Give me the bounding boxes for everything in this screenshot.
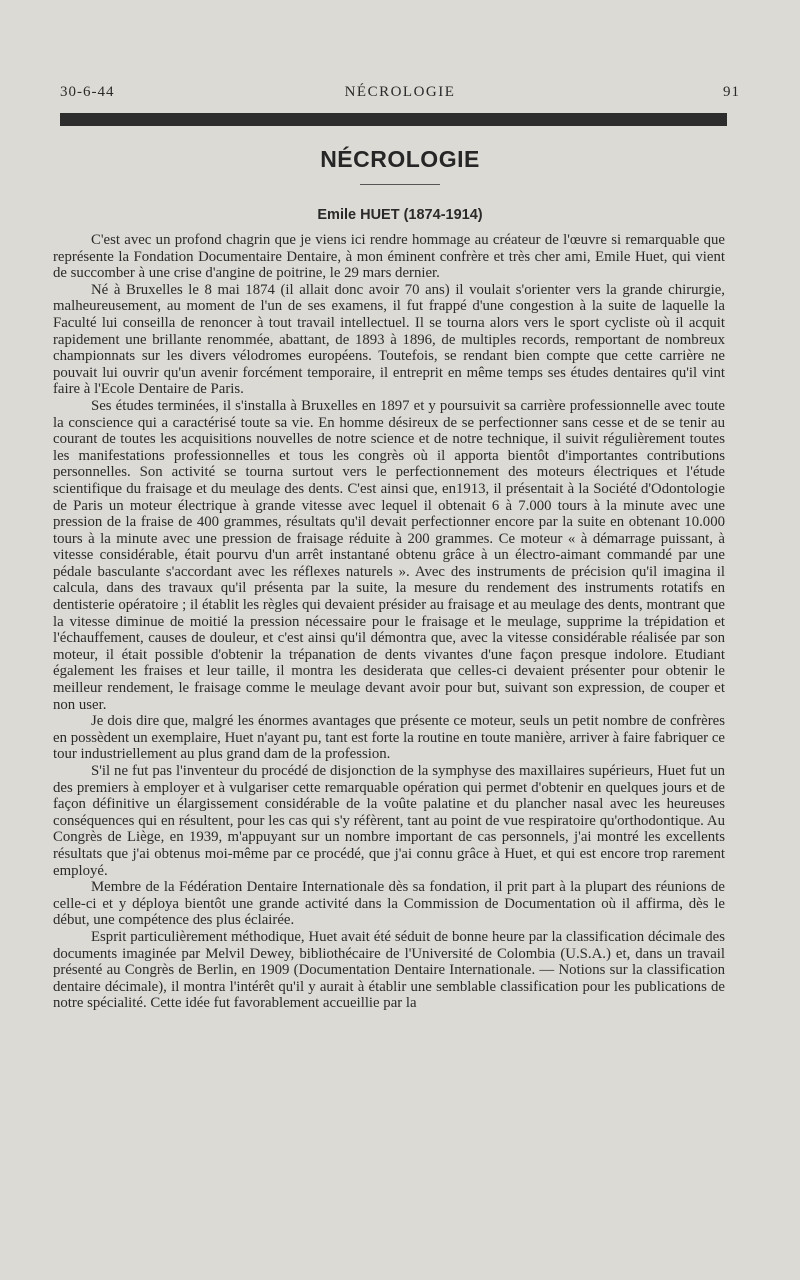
paragraph: Esprit particulièrement méthodique, Huet avait été séduit de bonne heure par la classification décimale des documents imaginée par Melvil Dewey, bibliothécaire de l'Université de Colombia (U.S.A.) et, dans un travail présenté au Congrès de Berlin, en 1909 (Documentation Dentaire Internationale. — Notions sur la classification dentaire décimale), il montra l'intérêt qu'il y aurait à établir une semblable classification pour les publications de notre spécialité. Cette idée fut favorablement accueillie par la	[53, 928, 725, 1012]
running-header	[60, 84, 740, 104]
paragraph: Ses études terminées, il s'installa à Bruxelles en 1897 et y poursuivit sa carrière professionnelle avec toute la conscience qui a caractérisé toute sa vie. En homme désireux de se perfectionner sans cesse et de se tenir au courant de toutes les acquisitions nouvelles de notre science et de notre technique, il suivit régulièrement toutes les manifestations professionnelles et tous les congrès où il apporta bientôt d'importantes contributions personnelles. Son activité se tourna surtout vers le perfectionnement des moteurs électriques et l'étude scientifique du fraisage et du meulage des dents. C'est ainsi que, en1913, il présentait à la Société d'Odontologie de Paris un moteur électrique à grande vitesse avec lequel il obtenait 6 à 7.000 tours à la minute avec une pression de la fraise de 400 grammes, résultats qu'il devait perfectionner encore par la suite en obtenant 10.000 tours à la minute avec une pression de fraisage réduite à 200 grammes. Ce moteur « à démarrage puissant, à vitesse considérable, était pourvu d'un arrêt instantané obtenu grâce à un électro-aimant commandé par une pédale basculante s'accordant avec les réflexes naturels ». Avec des instruments de précision qu'il imagina il calcula, dans des travaux qu'il présenta par la suite, la mesure du rendement des instruments rotatifs en dentisterie opératoire ; il établit les règles qui devaient présider au fraisage et au meulage des dents, montrant que la vitesse diminue de moitié la pression nécessaire pour le fraisage et le meulage, supprime la trépidation et l'échauffement, causes de douleur, et c'est ainsi qu'il démontra que, avec la vitesse considérable réalisée par son moteur, il était possible d'obtenir la trépanation de dents vivantes d'une façon presque indolore. Etudiant également les fraises et leur taille, il montra les desiderata que celles-ci devaient présenter pour obtenir le meilleur rendement, le fraisage comme le meulage devant avoir pour but, suivant son expression, de couper et non user.	[53, 397, 725, 713]
page-title: NÉCROLOGIE	[320, 146, 480, 172]
header-rule	[60, 113, 727, 126]
paragraph: Né à Bruxelles le 8 mai 1874 (il allait donc avoir 70 ans) il voulait s'orienter vers la grande chirurgie, malheureusement, au moment de l'un de ses examens, il fut frappé d'une congestion à la suite de laquelle la Faculté lui conseilla de renoncer à tout travail intellectuel. Il se tourna alors vers le sport cycliste où il acquit rapidement une brillante renommée, abattant, de 1893 à 1896, de multiples records, remportant de nombreux championnats sur les divers vélodromes européens. Toutefois, se rendant bien compte que cette carrière ne pouvait lui ouvrir qu'un avenir forcément temporaire, il entreprit en même temps ses études dentaires qu'il vint faire à l'Ecole Dentaire de Paris.	[53, 281, 725, 398]
header-date: 30-6-44	[60, 84, 115, 100]
title-divider	[360, 184, 440, 185]
paragraph: S'il ne fut pas l'inventeur du procédé de disjonction de la symphyse des maxillaires supérieurs, Huet fut un des premiers à employer et à vulgariser cette remarquable opération qui permet d'obtenir en quelques jours et de façon définitive un élargissement considérable de la voûte palatine et du plancher nasal avec les heureuses conséquences qui en résultent, pour les cas qui s'y réfèrent, tant au point de vue respiratoire qu'orthodontique. Au Congrès de Liège, en 1939, m'appuyant sur un nombre important de cas personnels, j'ai montré les excellents résultats que j'ai obtenus moi-même par ce procédé, que j'ai connu grâce à Huet, et qui est encore trop rarement employé.	[53, 763, 725, 879]
page-number: 91	[723, 84, 740, 100]
paragraph: C'est avec un profond chagrin que je viens ici rendre hommage au créateur de l'œuvre si remarquable que représente la Fondation Documentaire Dentaire, à mon éminent confrère et très cher ami, Emile Huet, qui vient de succomber à une crise d'angine de poitrine, le 29 mars dernier.	[53, 232, 725, 282]
article-body	[53, 232, 725, 1012]
paragraph: Membre de la Fédération Dentaire Internationale dès sa fondation, il prit part à la plupart des réunions de celle-ci et y déploya bientôt une grande activité dans la Commission de Documentation où il affirma, dès le début, une compétence des plus éclairée.	[53, 879, 725, 929]
paragraph: Je dois dire que, malgré les énormes avantages que présente ce moteur, seuls un petit nombre de confrères en possèdent un exemplaire, Huet n'ayant pu, tant est forte la routine en toute manière, arriver à faire fabriquer ce tour industriellement au plus grand dam de la profession.	[53, 713, 725, 763]
obituary-subject: Emile HUET (1874-1914)	[317, 207, 483, 223]
header-section: NÉCROLOGIE	[344, 84, 456, 100]
